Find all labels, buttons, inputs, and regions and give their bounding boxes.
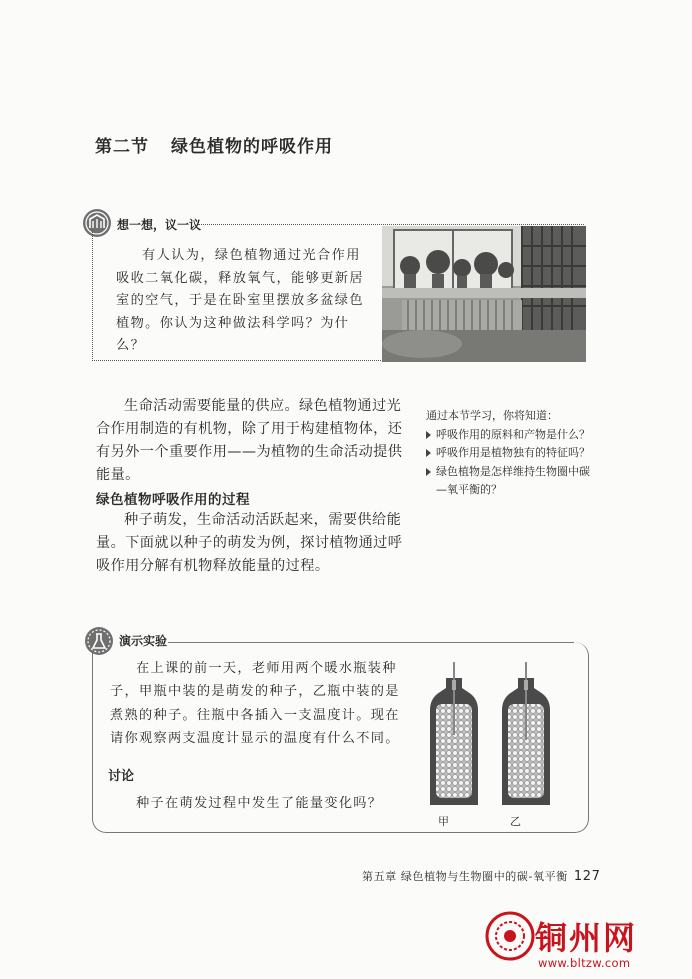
watermark-name: 铜州网: [535, 919, 638, 957]
discuss-label: 讨论: [108, 769, 135, 784]
learning-objectives: [426, 407, 596, 500]
page-footer: [362, 868, 601, 884]
section-title: [95, 132, 333, 157]
flask-yi: [502, 662, 550, 805]
intro-paragraph: 生命活动需要能量的供应。绿色植物通过光合作用制造的有机物，除了用于构建植物体，还有另外一个重要作用——为植物的生命活动提供能量。: [96, 398, 403, 483]
objective-item: 绿色植物是怎样维持生物圈中碳—氧平衡的？: [426, 463, 596, 500]
section-number: 第二节: [95, 137, 149, 157]
page-number: 127: [573, 869, 601, 884]
chapter-title: 第五章 绿色植物与生物圈中的碳-氧平衡: [362, 870, 568, 883]
watermark-url: www.bltzw.com: [538, 956, 631, 970]
demo-text: 在上课的前一天，老师用两个暖水瓶装种子，甲瓶中装的是萌发的种子，乙瓶中装的是煮熟的种子。往瓶中各插入一支温度计。现在请你观察两支温度计显示的温度有什么不同。: [110, 661, 400, 746]
experiment-icon: [84, 626, 114, 656]
flask-jia: [430, 662, 478, 805]
demo-divider: [168, 642, 574, 643]
flask-label-jia: 甲: [438, 815, 449, 828]
process-paragraph: 种子萌发，生命活动活跃起来，需要供给能量。下面就以种子的萌发为例，探讨植物通过呼吸作用分解有机物释放能量的过程。: [96, 512, 403, 574]
flask-label-yi: 乙: [510, 815, 521, 828]
think-label: 想一想，议一议: [117, 218, 202, 232]
think-text: 有人认为，绿色植物通过光合作用吸收二氧化碳，释放氧气，能够更新居室的空气，于是在卧室里摆放多盆绿色植物。你认为这种做法科学吗？为什么？: [116, 248, 364, 353]
objectives-intro: 通过本节学习，你将知道：: [426, 409, 558, 422]
subheading: 绿色植物呼吸作用的过程: [96, 492, 250, 508]
discuss-text: 种子在萌发过程中发生了能量变化吗？: [136, 796, 383, 811]
objective-item: 呼吸作用的原料和产物是什么？: [426, 426, 596, 445]
triangle-bullet-icon: [426, 468, 431, 476]
triangle-bullet-icon: [426, 431, 431, 439]
demo-label: 演示实验: [119, 634, 168, 648]
triangle-bullet-icon: [426, 449, 431, 457]
thermos-flasks-illustration: [410, 660, 580, 810]
objective-item: 呼吸作用是植物独有的特征吗？: [426, 444, 596, 463]
windowsill-plants-photo: [382, 226, 586, 362]
think-divider: [198, 224, 584, 225]
section-name: 绿色植物的呼吸作用: [171, 137, 333, 157]
